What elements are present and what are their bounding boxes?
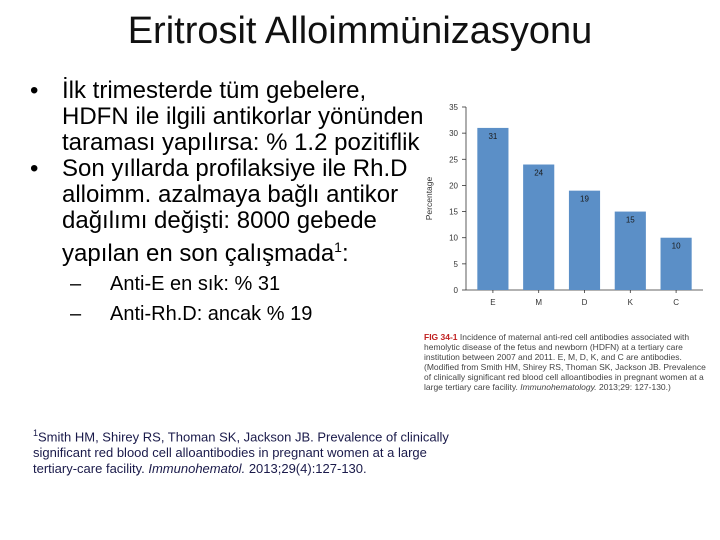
y-tick-label: 25 — [449, 155, 458, 165]
bar — [523, 165, 554, 290]
x-tick-label: C — [673, 298, 679, 307]
figure-caption-journal: Immunohematology. — [520, 382, 597, 392]
y-tick-label: 30 — [449, 129, 458, 139]
data-label: 31 — [488, 131, 498, 141]
x-tick-label: M — [535, 298, 543, 307]
bullet-glyph: • — [30, 77, 39, 104]
y-tick-label: 10 — [449, 233, 458, 243]
y-tick-label: 20 — [449, 181, 458, 191]
figure-caption-tail: 2013;29: 127-130.) — [599, 382, 671, 392]
data-label: 19 — [580, 194, 589, 204]
footnote-text: Smith HM, Shirey RS, Thoman SK, Jackson JB. Prevalence of clinically significant red blood cell alloantibodies in pregnant women at a large tertiary-care facility. — [33, 429, 449, 477]
footnote-tail: 2013;29(4):127-130. — [248, 461, 367, 477]
figure-label: FIG 34-1 — [424, 332, 458, 342]
y-tick-label: 0 — [453, 286, 458, 295]
dash-glyph: – — [70, 273, 82, 295]
bullet-suffix: : — [341, 240, 349, 267]
bar-chart — [418, 95, 708, 330]
y-tick-label: 5 — [453, 259, 458, 269]
footnote-marker: 1 — [33, 428, 39, 438]
footnote — [33, 425, 453, 477]
reference-superscript: 1 — [334, 239, 342, 255]
figure-caption-text: Incidence of maternal anti-red cell antibodies associated with hemolytic disease of the fetus and newborn (HDFN) at a tertiary care institution between 2007 and 2011. E, M, D, K, and C are antibodies. (Modified from Smith HM, Shirey RS, Thoman SK, Jackson JB. Prevalence of clinically significant red blood cell alloantibodies in pregnant women at a large tertiary care facility. — [424, 332, 706, 392]
footnote-journal: Immunohematol. — [148, 461, 246, 477]
data-label: 15 — [625, 215, 635, 225]
x-tick-label: D — [581, 298, 588, 307]
y-tick-label: 35 — [449, 103, 458, 112]
bullet-item — [30, 156, 425, 267]
slide-title: Eritrosit Alloimmünizasyonu — [127, 10, 593, 52]
data-label: 24 — [534, 168, 544, 178]
bullet-glyph: • — [30, 155, 39, 182]
bullet-item — [30, 78, 425, 156]
x-tick-label: K — [627, 298, 633, 307]
y-axis-label: Percentage — [424, 176, 434, 221]
sub-bullet-text: Anti-Rh.D: ancak % 19 — [110, 303, 313, 325]
figure-caption — [424, 332, 708, 392]
bullet-text: Son yıllarda profilaksiye ile Rh.D alloimm. azalmaya bağlı antikor dağılımı değişti: 8000 gebede yapılan en son çalışmada — [62, 155, 408, 267]
bullet-list — [30, 78, 425, 327]
sub-bullet-item — [70, 271, 425, 297]
y-tick-label: 15 — [449, 207, 458, 217]
x-tick-label: E — [490, 298, 496, 307]
sub-bullet-item — [70, 301, 425, 327]
bar — [477, 128, 508, 290]
bar — [569, 191, 600, 290]
bullet-text: İlk trimesterde tüm gebelere, HDFN ile ilgili antikorlar yönünden taraması yapılırsa: % 1.2 pozitiflik — [62, 77, 424, 156]
sub-bullet-text: Anti-E en sık: % 31 — [110, 273, 281, 295]
data-label: 10 — [671, 241, 681, 251]
dash-glyph: – — [70, 303, 82, 325]
